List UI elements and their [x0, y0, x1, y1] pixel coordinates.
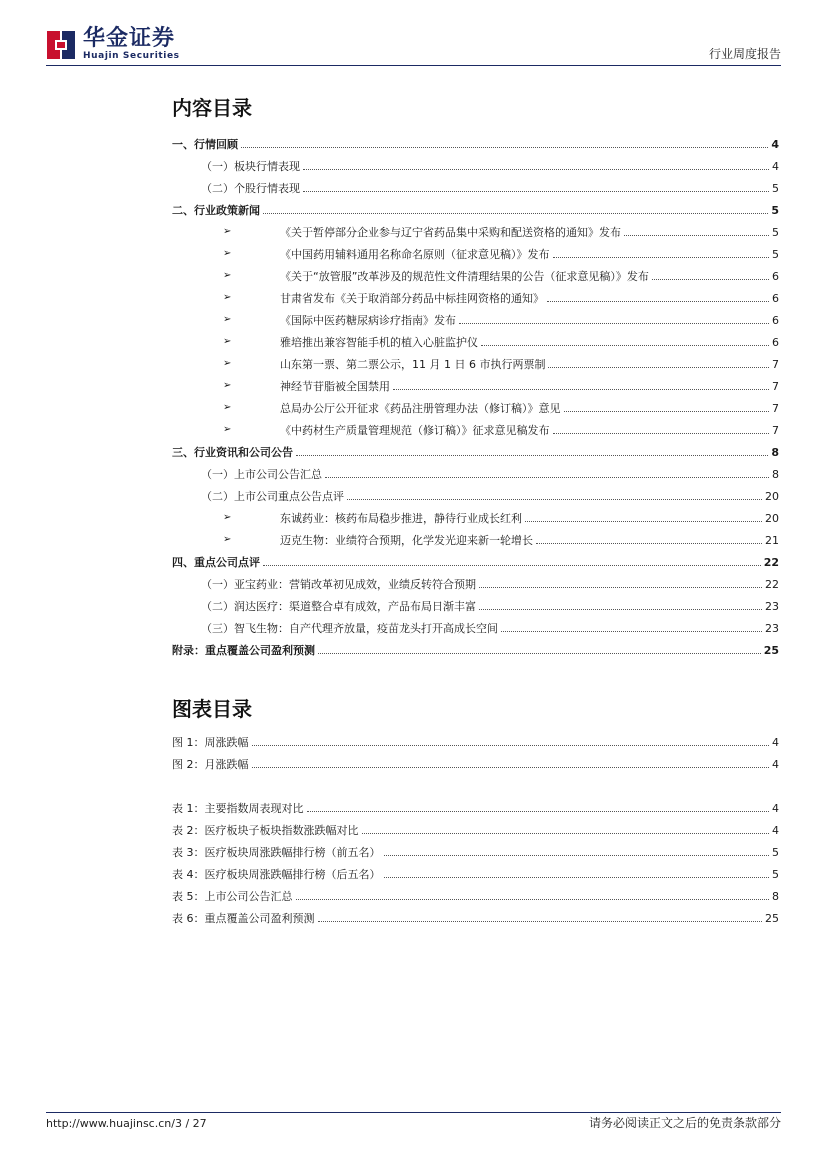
toc-entry[interactable] [172, 422, 779, 438]
toc-entry-page: 25 [763, 644, 779, 657]
toc-entry-page: 20 [765, 490, 779, 503]
toc-entry[interactable] [172, 620, 779, 636]
dot-leader [479, 608, 762, 610]
toc-entry-text: 迈克生物：业绩符合预期，化学发光迎来新一轮增长 [280, 534, 533, 547]
arrow-bullet-icon: ➢ [223, 248, 232, 259]
dot-leader [501, 630, 762, 632]
toc-entry-page: 23 [765, 622, 779, 635]
toc-entry[interactable] [172, 312, 779, 328]
figure-entry-text: 图 1：周涨跌幅 [172, 736, 249, 749]
toc-entry-page: 22 [763, 556, 779, 569]
page-header [0, 0, 827, 70]
toc-entry[interactable] [172, 488, 779, 504]
toc-entry-page: 7 [772, 424, 779, 437]
toc-entry-text: （一）上市公司公告汇总 [201, 468, 322, 481]
dot-leader [347, 498, 762, 500]
figure-entry-page: 4 [772, 736, 779, 749]
toc-entry-page: 4 [771, 138, 779, 151]
toc-entry[interactable] [172, 158, 779, 174]
toc-entry[interactable] [172, 180, 779, 196]
arrow-bullet-icon: ➢ [223, 314, 232, 325]
toc-entry-page: 8 [772, 468, 779, 481]
toc-entry[interactable] [172, 136, 779, 152]
toc-entry-page: 8 [771, 446, 779, 459]
dot-leader [325, 476, 769, 478]
arrow-bullet-icon: ➢ [223, 534, 232, 545]
table-entry-text: 表 6：重点覆盖公司盈利预测 [172, 912, 315, 925]
toc-entry-text: 总局办公厅公开征求《药品注册管理办法（修订稿）》意见 [280, 402, 561, 415]
table-entry-page: 4 [772, 824, 779, 837]
toc-entry-page: 6 [772, 336, 779, 349]
figure-entry[interactable] [172, 734, 779, 750]
logo-text-cn: 华金证券 [83, 26, 176, 51]
toc-entry-page: 6 [772, 314, 779, 327]
table-entry-page: 5 [772, 868, 779, 881]
toc-entry[interactable] [172, 378, 779, 394]
dot-leader [318, 920, 763, 922]
toc-entry-text: 四、重点公司点评 [172, 556, 260, 569]
toc-entry-text: 附录：重点覆盖公司盈利预测 [172, 644, 315, 657]
toc-entry-page: 5 [772, 182, 779, 195]
arrow-bullet-icon: ➢ [223, 402, 232, 413]
toc-entry[interactable] [172, 202, 779, 218]
footer-divider [46, 1112, 781, 1113]
table-entry[interactable] [172, 844, 779, 860]
arrow-bullet-icon: ➢ [223, 226, 232, 237]
toc-entry[interactable] [172, 334, 779, 350]
table-entry[interactable] [172, 866, 779, 882]
toc-entry[interactable] [172, 444, 779, 460]
toc-entry[interactable] [172, 466, 779, 482]
toc-entry-text: 《关于暂停部分企业参与辽宁省药品集中采购和配送资格的通知》发布 [280, 226, 621, 239]
dot-leader [296, 898, 770, 900]
table-entry-text: 表 5：上市公司公告汇总 [172, 890, 293, 903]
table-entry-page: 8 [772, 890, 779, 903]
arrow-bullet-icon: ➢ [223, 380, 232, 391]
dot-leader [318, 652, 761, 654]
toc-entry-page: 23 [765, 600, 779, 613]
logo-text-en: Huajin Securities [83, 51, 180, 61]
toc-entry[interactable] [172, 268, 779, 284]
toc-entry-text: 一、行情回顾 [172, 138, 238, 151]
toc-entry-text: （三）智飞生物：自产代理齐放量，疫苗龙头打开高成长空间 [201, 622, 498, 635]
toc-entry-page: 7 [772, 358, 779, 371]
toc-entry-text: 三、行业资讯和公司公告 [172, 446, 293, 459]
toc-entry-text: （二）上市公司重点公告点评 [201, 490, 344, 503]
header-divider [46, 65, 781, 66]
dot-leader [303, 190, 769, 192]
toc-entry-page: 6 [772, 270, 779, 283]
dot-leader [393, 388, 769, 390]
toc-entry-page: 7 [772, 402, 779, 415]
toc-entry-page: 5 [771, 204, 779, 217]
dot-leader [263, 564, 761, 566]
dot-leader [384, 854, 770, 856]
dot-leader [564, 410, 770, 412]
toc-entry-text: 甘肃省发布《关于取消部分药品中标挂网资格的通知》 [280, 292, 544, 305]
dot-leader [624, 234, 769, 236]
toc-entry-page: 21 [765, 534, 779, 547]
huajin-logo-icon [46, 30, 76, 60]
dot-leader [479, 586, 762, 588]
table-entry-page: 4 [772, 802, 779, 815]
toc-entry[interactable] [172, 356, 779, 372]
report-type: 行业周度报告 [708, 47, 781, 61]
toc-entry[interactable] [172, 598, 779, 614]
table-entry[interactable] [172, 888, 779, 904]
table-entry-text: 表 2：医疗板块子板块指数涨跌幅对比 [172, 824, 359, 837]
table-entry[interactable] [172, 800, 779, 816]
toc-entry[interactable] [172, 246, 779, 262]
toc-entry-text: 《中国药用辅料通用名称命名原则（征求意见稿）》发布 [280, 248, 550, 261]
toc-entry-text: （二）润达医疗：渠道整合卓有成效，产品布局日渐丰富 [201, 600, 476, 613]
dot-leader [296, 454, 768, 456]
dot-leader [252, 766, 770, 768]
footer-url[interactable]: http://www.huajinsc.cn/3 / 27 [46, 1117, 207, 1130]
toc-entry-text: 神经节苷脂被全国禁用 [280, 380, 390, 393]
dot-leader [384, 876, 770, 878]
toc-entry[interactable] [172, 532, 779, 548]
dot-leader [303, 168, 769, 170]
dot-leader [553, 256, 770, 258]
toc-entry-text: 雅培推出兼容智能手机的植入心脏监护仪 [280, 336, 478, 349]
dot-leader [459, 322, 769, 324]
toc-entry-page: 20 [765, 512, 779, 525]
figures-title: 图表目录 [172, 697, 252, 721]
toc-entry[interactable] [172, 576, 779, 592]
toc-entry-page: 4 [772, 160, 779, 173]
arrow-bullet-icon: ➢ [223, 270, 232, 281]
dot-leader [241, 146, 768, 148]
arrow-bullet-icon: ➢ [223, 512, 232, 523]
toc-entry-text: 《关于“放管服”改革涉及的规范性文件清理结果的公告（征求意见稿）》发布 [280, 270, 649, 283]
table-entry[interactable] [172, 822, 779, 838]
table-entry-page: 25 [765, 912, 779, 925]
table-entry-text: 表 3：医疗板块周涨跌幅排行榜（前五名） [172, 846, 381, 859]
arrow-bullet-icon: ➢ [223, 424, 232, 435]
dot-leader [553, 432, 770, 434]
dot-leader [548, 366, 769, 368]
dot-leader [362, 832, 770, 834]
arrow-bullet-icon: ➢ [223, 336, 232, 347]
dot-leader [652, 278, 769, 280]
toc-entry-text: （一）亚宝药业：营销改革初见成效，业绩反转符合预期 [201, 578, 476, 591]
table-entry-text: 表 1：主要指数周表现对比 [172, 802, 304, 815]
toc-entry-text: 山东第一票、第二票公示，11 月 1 日 6 市执行两票制 [280, 358, 546, 371]
footer-disclaimer: 请务必阅读正文之后的免责条款部分 [588, 1116, 781, 1130]
contents-title: 内容目录 [172, 96, 252, 120]
toc-entry[interactable] [172, 224, 779, 240]
toc-entry-text: 《中药材生产质量管理规范（修订稿）》征求意见稿发布 [280, 424, 550, 437]
toc-entry[interactable] [172, 642, 779, 658]
toc-entry[interactable] [172, 400, 779, 416]
toc-entry-page: 5 [772, 248, 779, 261]
toc-entry[interactable] [172, 510, 779, 526]
figure-entry-text: 图 2：月涨跌幅 [172, 758, 249, 771]
toc-entry-page: 6 [772, 292, 779, 305]
toc-entry-text: 二、行业政策新闻 [172, 204, 260, 217]
dot-leader [536, 542, 762, 544]
arrow-bullet-icon: ➢ [223, 358, 232, 369]
dot-leader [307, 810, 770, 812]
toc-entry-text: （二）个股行情表现 [201, 182, 300, 195]
toc-entry-page: 7 [772, 380, 779, 393]
toc-entry-text: 东诚药业：核药布局稳步推进，静待行业成长红利 [280, 512, 522, 525]
table-entry-text: 表 4：医疗板块周涨跌幅排行榜（后五名） [172, 868, 381, 881]
figure-entry[interactable] [172, 756, 779, 772]
dot-leader [547, 300, 769, 302]
dot-leader [525, 520, 762, 522]
figure-entry-page: 4 [772, 758, 779, 771]
arrow-bullet-icon: ➢ [223, 292, 232, 303]
dot-leader [481, 344, 769, 346]
table-entry-page: 5 [772, 846, 779, 859]
toc-entry-page: 22 [765, 578, 779, 591]
toc-entry[interactable] [172, 554, 779, 570]
dot-leader [263, 212, 768, 214]
toc-entry-page: 5 [772, 226, 779, 239]
toc-entry-text: （一）板块行情表现 [201, 160, 300, 173]
table-entry[interactable] [172, 910, 779, 926]
toc-entry-text: 《国际中医药糖尿病诊疗指南》发布 [280, 314, 456, 327]
toc-entry[interactable] [172, 290, 779, 306]
dot-leader [252, 744, 770, 746]
